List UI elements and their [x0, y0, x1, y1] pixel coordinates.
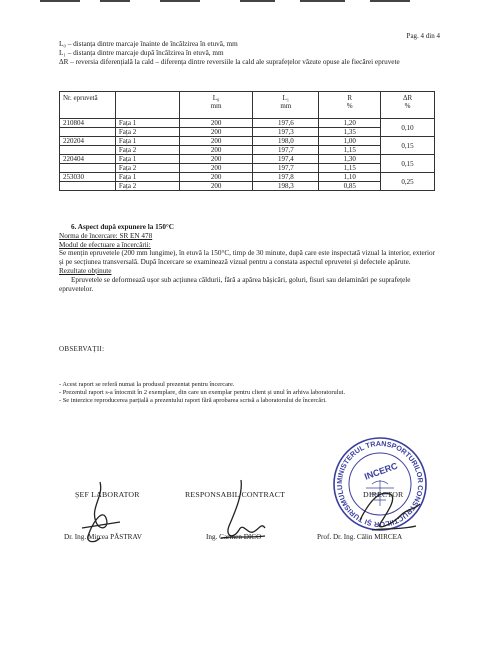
l1-value: 197,6 [253, 119, 319, 128]
l0-value: 200 [179, 137, 253, 146]
r-value: 1,00 [319, 137, 381, 146]
observations-title: OBSERVAȚII: [59, 345, 105, 353]
header-face [115, 92, 179, 119]
table-row [60, 182, 435, 191]
l1-value: 198,0 [253, 137, 319, 146]
signature-title-lab-head: ȘEF LABORATOR [75, 490, 140, 499]
table-row [60, 164, 435, 173]
delta-r-value: 0,10 [381, 119, 435, 137]
definition-l1: L₁ – distanța dintre marcaje după încălzirea în etuvă, mm [59, 48, 224, 57]
definition-l0: L₀ – distanța dintre marcaje înainte de încălzirea în etuvă, mm [59, 40, 238, 48]
definitions-block [59, 40, 441, 66]
sample-id: 253030 [60, 173, 116, 182]
l1-value: 197,8 [253, 173, 319, 182]
l1-value: 197,3 [253, 128, 319, 137]
header-l0: L₀ mm [179, 92, 253, 119]
face-label: Fața 1 [115, 173, 179, 182]
list-item: - Prezentul raport s-a întocmit în 2 exemplare, din care un exemplar pentru client și unul în arhiva laboratorului. [59, 389, 346, 397]
header-delta-r: ΔR % [381, 92, 435, 119]
r-value: 1,35 [319, 128, 381, 137]
signature-name-director: Prof. Dr. Ing. Călin MIRCEA [317, 533, 403, 541]
method-label: Modul de efectuare a încercării: [59, 240, 151, 249]
face-label: Fața 1 [115, 119, 179, 128]
signature-title-contract: RESPONSABIL CONTRACT [185, 490, 286, 499]
section-heading: 6. Aspect după expunere la 150°C [71, 223, 174, 231]
delta-r-value: 0,25 [381, 173, 435, 191]
page-number: Pag. 4 din 4 [406, 32, 440, 40]
header-l1: L₁ mm [253, 92, 319, 119]
sample-id: 210804 [60, 119, 116, 128]
l0-value: 200 [179, 155, 253, 164]
sample-id-empty [60, 182, 116, 191]
table-row [60, 155, 435, 164]
scan-edge-marks [40, 0, 440, 3]
signature-name-contract: Ing. Carmen DICO [206, 533, 262, 541]
r-value: 1,15 [319, 164, 381, 173]
l1-value: 197,4 [253, 155, 319, 164]
norm-label: Norma de încercare: SR EN 478 [59, 231, 153, 240]
l0-value: 200 [179, 119, 253, 128]
observations-list [59, 381, 441, 406]
definition-delta-r: ΔR – reversia diferențială la cald – diferența dintre reversiile la cald ale suprafețelor văzute opuse ale fiecărei epruvete [59, 57, 400, 66]
l0-value: 200 [179, 128, 253, 137]
signature-name-lab-head: Dr. Ing. Mircea PĂSTRAV [64, 533, 142, 541]
table-header-row [60, 92, 435, 119]
list-item: - Se interzice reproducerea parțială a prezentului raport fără aprobarea scrisă a laboratorului de încercări. [59, 397, 327, 405]
header-sample: Nr. epruvetă [60, 92, 116, 119]
sample-id-empty [60, 128, 116, 137]
l1-value: 198,3 [253, 182, 319, 191]
delta-r-value: 0,15 [381, 155, 435, 173]
handwritten-signature-3 [350, 480, 430, 540]
stamp-ring-text: MINISTERUL TRANSPORTURILOR CONSTRUCTIILOR ȘI TURISMULU [334, 438, 426, 530]
delta-r-value: 0,15 [381, 137, 435, 155]
table-row [60, 128, 435, 137]
face-label: Fața 2 [115, 164, 179, 173]
sample-id-empty [60, 164, 116, 173]
sample-id: 220404 [60, 155, 116, 164]
signature-title-director: DIRECTOR [363, 490, 404, 499]
method-text: Se mențin epruvetele (200 mm lungime), în etuvă la 150°C, timp de 30 minute, după care este inspectată vizual la interior, exterior și pe secțiunea transversală. După încercare se examinează vizual pentru a constata aspectul epruvetei și defectele apărute. [59, 249, 436, 267]
sample-id: 220204 [60, 137, 116, 146]
l1-value: 197,7 [253, 146, 319, 155]
results-label: Rezultate obținute [59, 266, 112, 275]
results-table [59, 91, 435, 191]
l0-value: 200 [179, 182, 253, 191]
l0-value: 200 [179, 173, 253, 182]
r-value: 1,20 [319, 119, 381, 128]
face-label: Fața 2 [115, 182, 179, 191]
face-label: Fața 1 [115, 155, 179, 164]
table-row [60, 119, 435, 128]
face-label: Fața 1 [115, 137, 179, 146]
r-value: 1,15 [319, 146, 381, 155]
section-6 [59, 223, 441, 293]
face-label: Fața 2 [115, 128, 179, 137]
table-row [60, 173, 435, 182]
sample-id-empty [60, 146, 116, 155]
r-value: 1,10 [319, 173, 381, 182]
table-row [60, 146, 435, 155]
results-text: Epruvetele se deformează ușor sub acțiunea căldurii, fără a apărea bășicări, goluri, fisuri sau delaminări pe suprafețele epruvetelor. [59, 275, 411, 293]
l0-value: 200 [179, 164, 253, 173]
l0-value: 200 [179, 146, 253, 155]
face-label: Fața 2 [115, 146, 179, 155]
l1-value: 197,7 [253, 164, 319, 173]
stamp-center-text: INCERC [363, 460, 399, 482]
table-row [60, 137, 435, 146]
header-r: R % [319, 92, 381, 119]
r-value: 1,30 [319, 155, 381, 164]
r-value: 0,85 [319, 182, 381, 191]
list-item: - Acest raport se referă numai la produsul prezentat pentru încercare. [59, 381, 235, 388]
